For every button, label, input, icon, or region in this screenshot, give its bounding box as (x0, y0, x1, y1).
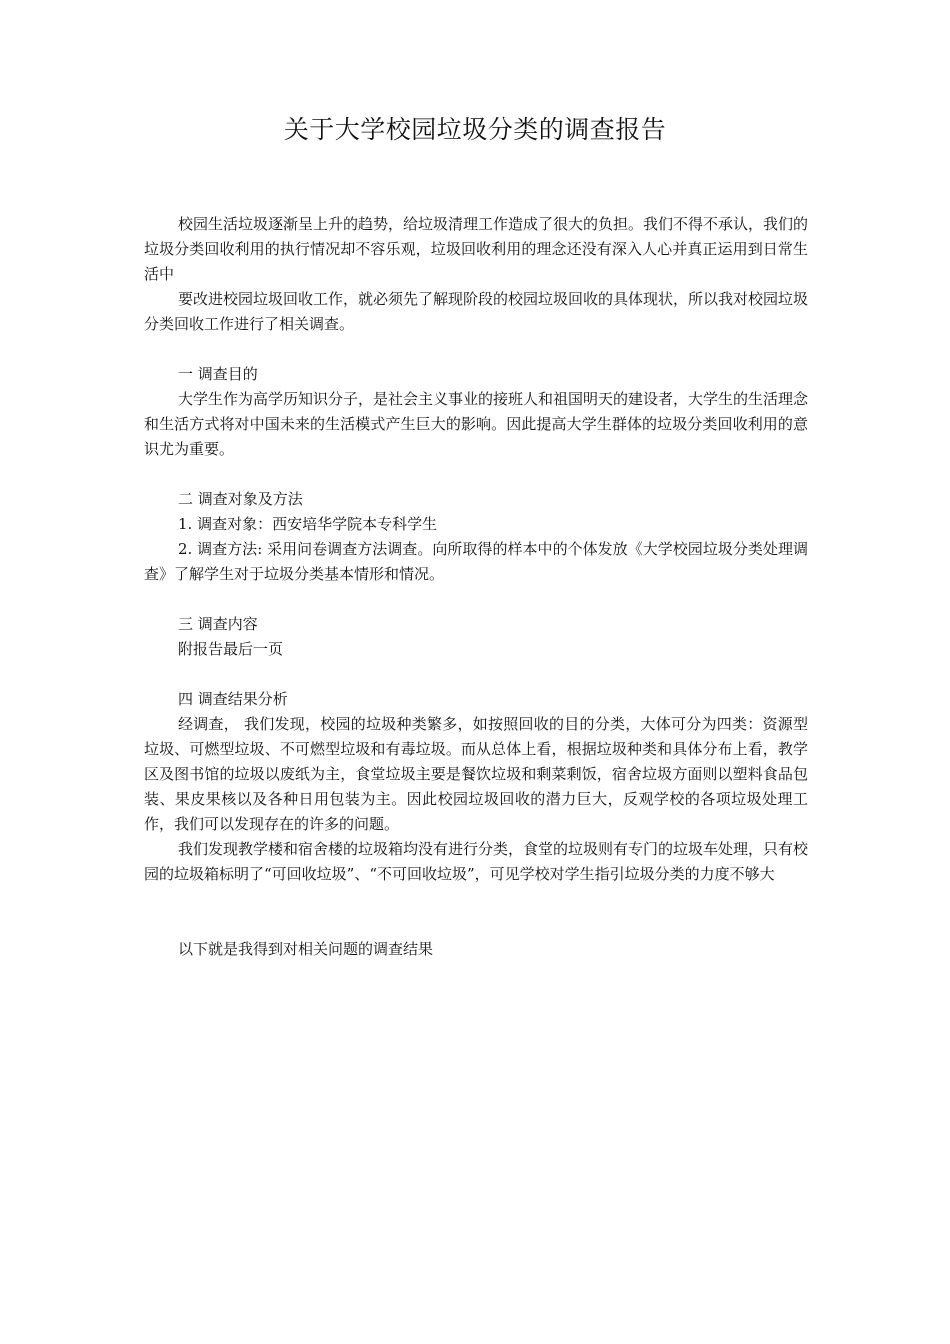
section-4-paragraph-1: 经调查， 我们发现，校园的垃圾种类繁多，如按照回收的目的分类，大体可分为四类：资源型垃圾、可燃型垃圾、不可燃型垃圾和有毒垃圾。而从总体上看，根据垃圾种类和具体分布上看，教学区及图书馆的垃圾以废纸为主，食堂垃圾主要是餐饮垃圾和剩菜剩饭，宿舍垃圾方面则以塑料食品包装、果皮果核以及各种日用包装为主。因此校园垃圾回收的潜力巨大，反观学校的各项垃圾处理工作，我们可以发现存在的许多的问题。 (144, 715, 808, 833)
section-1-heading: 一 调查目的 (178, 365, 258, 383)
section-4-heading: 四 调查结果分析 (178, 690, 288, 708)
section-2-item-2: 2. 调查方法: 采用问卷调查方法调查。向所取得的样本中的个体发放《大学校园垃圾分类处理调查》了解学生对于垃圾分类基本情形和情况。 (144, 540, 808, 583)
spacer (144, 462, 808, 487)
section-2-item-1: 1. 调查对象：西安培华学院本专科学生 (178, 515, 438, 533)
page-title: 关于大学校园垃圾分类的调查报告 (283, 115, 667, 144)
section-3-note: 附报告最后一页 (178, 640, 284, 658)
intro-paragraph-2: 要改进校园垃圾回收工作，就必须先了解现阶段的校园垃圾回收的具体现状，所以我对校园垃圾分类回收工作进行了相关调查。 (144, 290, 809, 333)
spacer (144, 662, 808, 687)
spacer (144, 587, 808, 612)
intro-paragraph-1: 校园生活垃圾逐渐呈上升的趋势，给垃圾清理工作造成了很大的负担。我们不得不承认，我们的垃圾分类回收利用的执行情况却不容乐观，垃圾回收利用的理念还没有深入人心并真正运用到日常生活中 (144, 215, 809, 283)
document-body (144, 212, 808, 962)
section-2-heading: 二 调查对象及方法 (178, 490, 303, 508)
section-4-paragraph-2: 我们发现教学楼和宿舍楼的垃圾箱均没有进行分类，食堂的垃圾则有专门的垃圾车处理，只有校园的垃圾箱标明了“可回收垃圾”、“不可回收垃圾”，可见学校对学生指引垃圾分类的力度不够大 (144, 840, 809, 883)
spacer (144, 337, 808, 362)
spacer (144, 887, 808, 937)
section-3-heading: 三 调查内容 (178, 615, 258, 633)
closing-line: 以下就是我得到对相关问题的调查结果 (178, 940, 434, 958)
section-1-paragraph: 大学生作为高学历知识分子，是社会主义事业的接班人和祖国明天的建设者，大学生的生活理念和生活方式将对中国未来的生活模式产生巨大的影响。因此提高大学生群体的垃圾分类回收利用的意识尤为重要。 (144, 390, 809, 458)
